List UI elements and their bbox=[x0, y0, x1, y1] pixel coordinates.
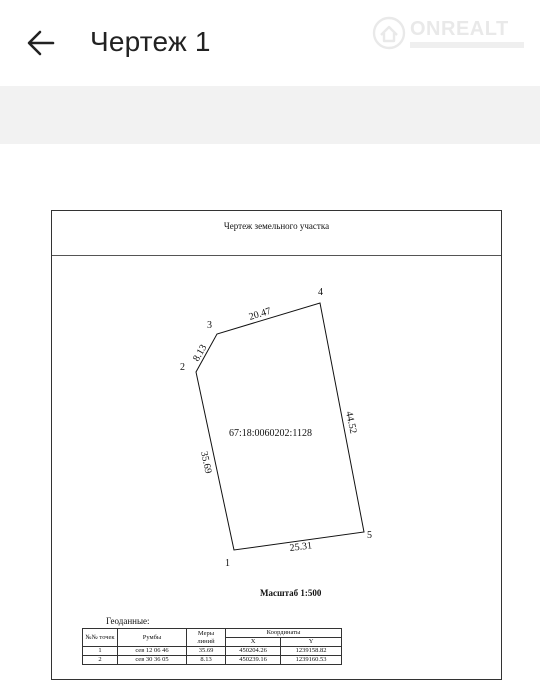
cell-mera: 35.69 bbox=[187, 647, 226, 656]
page-title: Чертеж 1 bbox=[90, 26, 211, 57]
cell-rumb: сев 12 06 46 bbox=[118, 647, 187, 656]
scale-label: Масштаб 1:500 bbox=[260, 588, 322, 598]
side-length-2-3: 8.13 bbox=[191, 342, 210, 364]
watermark-text: ONREALT bbox=[410, 18, 509, 40]
cell-num: 1 bbox=[83, 647, 118, 656]
table-row bbox=[83, 656, 342, 665]
cell-num: 2 bbox=[83, 656, 118, 665]
cell-x: 450239.16 bbox=[226, 656, 281, 665]
table-header-row bbox=[83, 629, 342, 638]
col-header-y: Y bbox=[281, 638, 342, 647]
geodata-caption: Геоданные: bbox=[106, 616, 150, 626]
point-label-3: 3 bbox=[207, 320, 212, 331]
cell-rumb: сев 30 36 05 bbox=[118, 656, 187, 665]
col-header-num: №№ точек bbox=[83, 629, 118, 647]
point-label-2: 2 bbox=[180, 362, 185, 373]
col-header-x: X bbox=[226, 638, 281, 647]
side-length-4-5: 44.52 bbox=[343, 410, 359, 435]
parcel-boundary bbox=[196, 303, 364, 550]
point-label-5: 5 bbox=[367, 530, 372, 541]
point-label-4: 4 bbox=[318, 287, 323, 298]
side-length-5-1: 25.31 bbox=[289, 540, 313, 554]
point-label-1: 1 bbox=[225, 558, 230, 569]
side-length-1-2: 35.69 bbox=[198, 450, 214, 475]
cell-mera: 8.13 bbox=[187, 656, 226, 665]
cell-y: 1239160.53 bbox=[281, 656, 342, 665]
col-header-coords: Координаты bbox=[226, 629, 342, 638]
document-title: Чертеж земельного участка bbox=[223, 221, 330, 231]
col-header-rumb: Румбы bbox=[118, 629, 187, 647]
col-header-mery: Меры линий bbox=[187, 629, 226, 647]
cell-x: 450204.26 bbox=[226, 647, 281, 656]
geodata-table bbox=[82, 628, 342, 665]
parcel-id: 67:18:0060202:1128 bbox=[229, 428, 312, 439]
cell-y: 1239158.82 bbox=[281, 647, 342, 656]
table-row bbox=[83, 647, 342, 656]
side-length-3-4: 20.47 bbox=[247, 305, 273, 323]
